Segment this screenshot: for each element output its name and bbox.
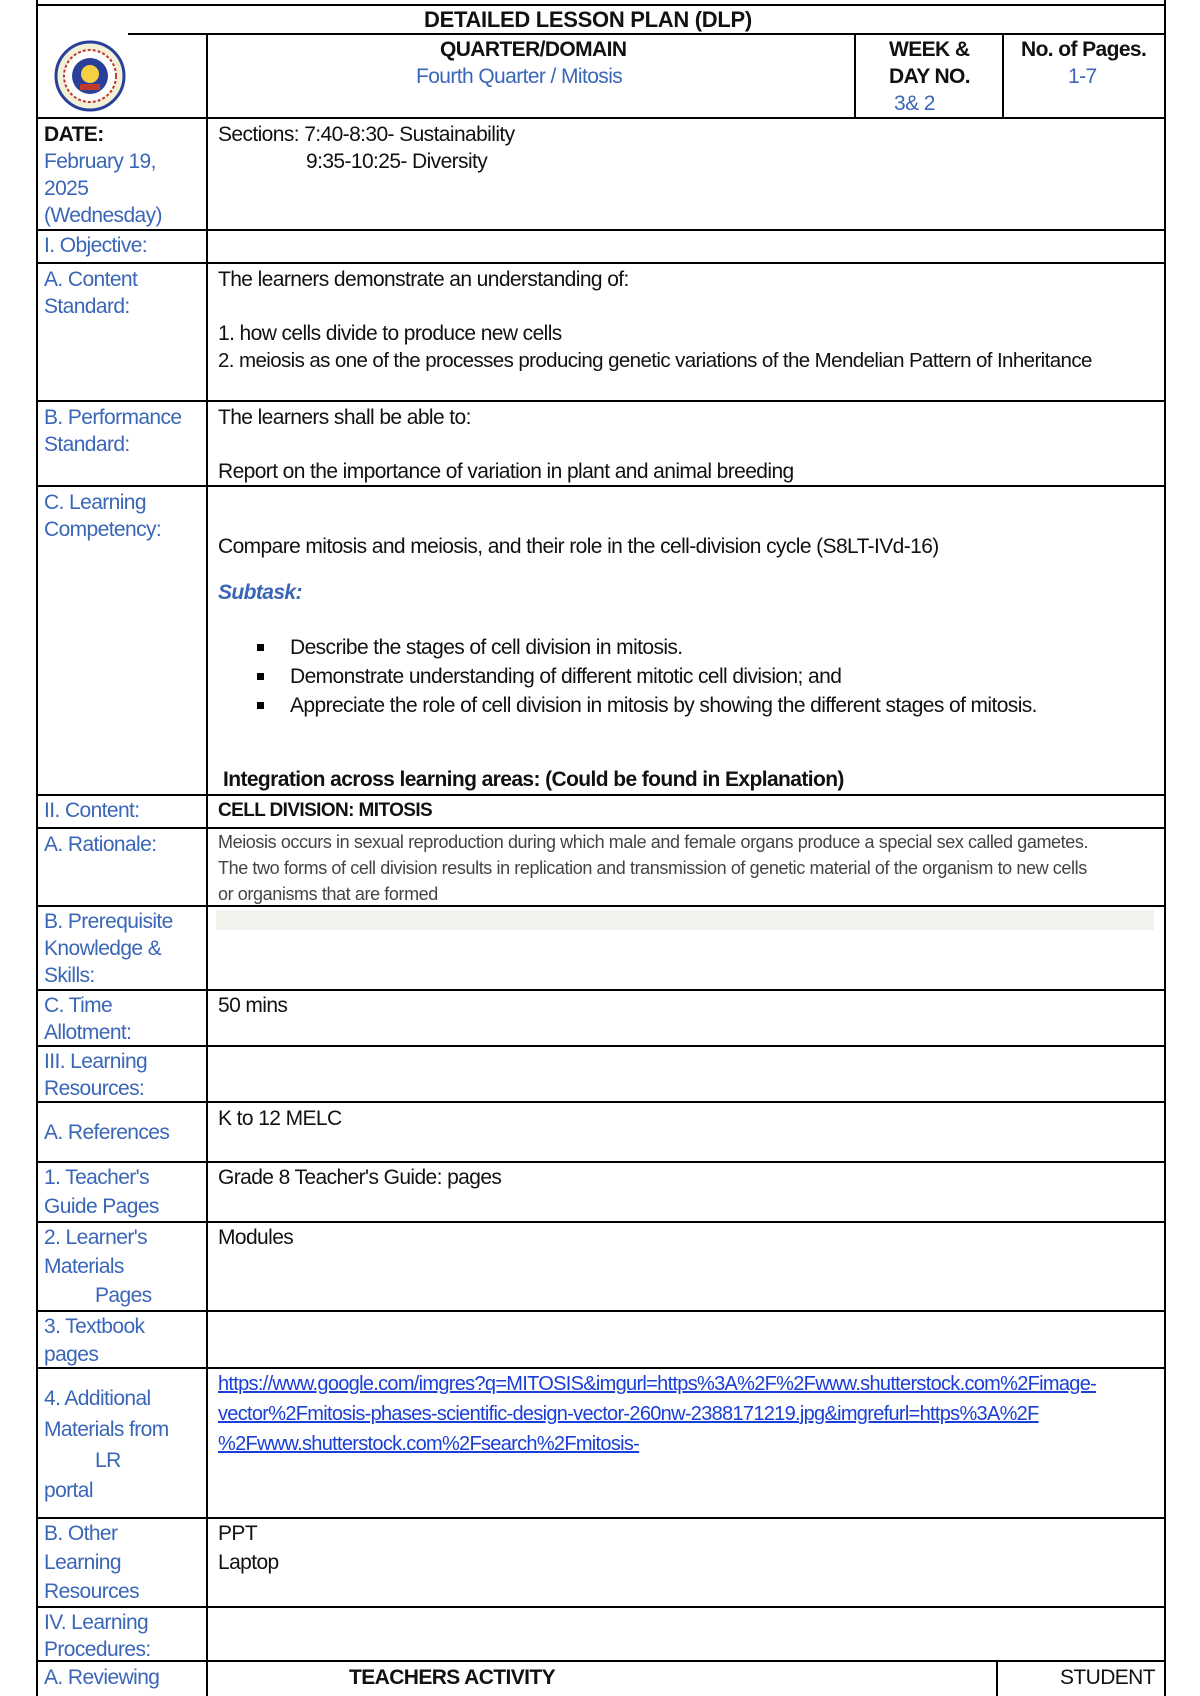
time-label-2: Allotment: bbox=[44, 1021, 132, 1044]
sections-line-1: Sections: 7:40-8:30- Sustainability bbox=[218, 123, 515, 146]
teacher-guide-label-2: Guide Pages bbox=[44, 1195, 159, 1218]
subtask-item: Appreciate the role of cell division in mitosis by showing the different stages of mitosis. bbox=[290, 694, 1037, 717]
performance-standard-label-1: B. Performance bbox=[44, 406, 182, 429]
row-sep bbox=[36, 1101, 1166, 1103]
subtask-item: Demonstrate understanding of different mitotic cell division; and bbox=[290, 665, 842, 688]
week-label-2: DAY NO. bbox=[889, 65, 970, 88]
rationale-label: A. Rationale: bbox=[44, 833, 157, 856]
label-column-divider bbox=[206, 33, 208, 1696]
teacher-guide-value: Grade 8 Teacher's Guide: pages bbox=[218, 1166, 502, 1189]
bullet-icon bbox=[257, 673, 264, 680]
other-resources-value-2: Laptop bbox=[218, 1551, 279, 1574]
sections-line-2: 9:35-10:25- Diversity bbox=[306, 150, 488, 173]
resources-label-1: III. Learning bbox=[44, 1050, 148, 1073]
content-standard-intro: The learners demonstrate an understanding of: bbox=[218, 268, 629, 291]
additional-label-2: Materials from bbox=[44, 1418, 169, 1441]
prerequisite-label-1: B. Prerequisite bbox=[44, 910, 173, 933]
date-line-2: 2025 bbox=[44, 177, 89, 200]
bullet-icon bbox=[257, 702, 264, 709]
week-label-1: WEEK & bbox=[889, 38, 970, 61]
student-header: STUDENT bbox=[1060, 1666, 1155, 1689]
learning-competency-text: Compare mitosis and meiosis, and their role in the cell-division cycle (S8LT-IVd-16) bbox=[218, 535, 939, 558]
teacher-guide-label-1: 1. Teacher's bbox=[44, 1166, 149, 1189]
row-sep bbox=[36, 485, 1166, 487]
subtask-label: Subtask: bbox=[218, 581, 302, 604]
objective-label: I. Objective: bbox=[44, 234, 148, 257]
row-sep bbox=[36, 794, 1166, 796]
performance-standard-intro: The learners shall be able to: bbox=[218, 406, 471, 429]
other-resources-label-1: B. Other bbox=[44, 1522, 118, 1545]
lesson-plan-page bbox=[36, 0, 1164, 1696]
additional-label-3: LR bbox=[95, 1449, 121, 1472]
row-sep bbox=[36, 1310, 1166, 1312]
row-sep bbox=[36, 1606, 1166, 1608]
resources-label-2: Resources: bbox=[44, 1077, 145, 1100]
reviewing-label: A. Reviewing bbox=[44, 1666, 160, 1689]
rationale-line-2: The two forms of cell division results in replication and transmission of genetic material of the organism to new cells bbox=[218, 858, 1087, 878]
other-resources-label-3: Resources bbox=[44, 1580, 139, 1603]
other-resources-label-2: Learning bbox=[44, 1551, 121, 1574]
procedures-label-1: IV. Learning bbox=[44, 1611, 149, 1634]
quarter-value: Fourth Quarter / Mitosis bbox=[416, 65, 623, 88]
row-sep bbox=[36, 400, 1166, 402]
document-title: DETAILED LESSON PLAN (DLP) bbox=[424, 7, 752, 32]
pages-label: No. of Pages. bbox=[1021, 38, 1147, 61]
learner-materials-label-1: 2. Learner's bbox=[44, 1226, 148, 1249]
week-value: 3& 2 bbox=[894, 92, 935, 115]
learner-materials-label-2: Materials bbox=[44, 1255, 124, 1278]
learner-materials-value: Modules bbox=[218, 1226, 294, 1249]
content-standard-item-2: 2. meiosis as one of the processes producing genetic variations of the Mendelian Pattern of Inheritance bbox=[218, 349, 1092, 372]
date-line-1: February 19, bbox=[44, 150, 156, 173]
references-label: A. References bbox=[44, 1121, 170, 1144]
prerequisite-label-2: Knowledge & bbox=[44, 937, 162, 960]
teacher-student-divider bbox=[996, 1660, 998, 1696]
rationale-line-3: or organisms that are formed bbox=[218, 884, 438, 904]
quarter-label: QUARTER/DOMAIN bbox=[440, 38, 627, 61]
integration-note: Integration across learning areas: (Could be found in Explanation) bbox=[223, 768, 844, 791]
pages-value: 1-7 bbox=[1068, 65, 1097, 88]
row-sep bbox=[36, 1045, 1166, 1047]
row-sep bbox=[36, 905, 1166, 907]
header-pages-divider bbox=[1002, 33, 1004, 119]
teachers-activity-header: TEACHERS ACTIVITY bbox=[349, 1666, 556, 1689]
rationale-line-1: Meiosis occurs in sexual reproduction during which male and female organs produce a special sex called gametes. bbox=[218, 832, 1089, 852]
prerequisite-shading bbox=[216, 910, 1154, 930]
learner-materials-label-3: Pages bbox=[95, 1284, 152, 1307]
content-standard-label-2: Standard: bbox=[44, 295, 130, 318]
content-standard-item-1: 1. how cells divide to produce new cells bbox=[218, 322, 562, 345]
performance-standard-label-2: Standard: bbox=[44, 433, 130, 456]
deped-seal-logo bbox=[54, 40, 126, 112]
bullet-icon bbox=[257, 644, 264, 651]
additional-link-line-1[interactable]: https://www.google.com/imgres?q=MITOSIS&imgurl=https%3A%2F%2Fwww.shutterstock.com%2Fimage- bbox=[218, 1373, 1097, 1395]
row-sep bbox=[36, 229, 1166, 231]
date-line-3: (Wednesday) bbox=[44, 204, 162, 227]
learning-competency-label-1: C. Learning bbox=[44, 491, 146, 514]
title-divider bbox=[128, 33, 1166, 35]
content-standard-label-1: A. Content bbox=[44, 268, 138, 291]
row-sep bbox=[36, 1367, 1166, 1369]
textbook-label-1: 3. Textbook bbox=[44, 1315, 145, 1338]
time-label-1: C. Time bbox=[44, 994, 113, 1017]
additional-label-4: portal bbox=[44, 1479, 93, 1502]
additional-label-1: 4. Additional bbox=[44, 1387, 151, 1410]
subtask-item: Describe the stages of cell division in mitosis. bbox=[290, 636, 683, 659]
row-sep bbox=[36, 1161, 1166, 1163]
content-label: II. Content: bbox=[44, 799, 140, 822]
additional-link-line-2[interactable]: vector%2Fmitosis-phases-scientific-design-vector-260nw-2388171219.jpg&imgrefurl=https%3A%2F bbox=[218, 1403, 1039, 1425]
references-value: K to 12 MELC bbox=[218, 1107, 342, 1130]
row-sep bbox=[36, 989, 1166, 991]
header-week-divider bbox=[854, 33, 856, 119]
date-label: DATE: bbox=[44, 123, 104, 146]
outer-left-border bbox=[36, 0, 38, 1696]
prerequisite-label-3: Skills: bbox=[44, 964, 95, 987]
outer-right-border bbox=[1164, 0, 1166, 1696]
row-sep bbox=[36, 1517, 1166, 1519]
procedures-label-2: Procedures: bbox=[44, 1638, 151, 1661]
other-resources-value-1: PPT bbox=[218, 1522, 258, 1545]
textbook-label-2: pages bbox=[44, 1343, 99, 1366]
additional-link-line-3[interactable]: %2Fwww.shutterstock.com%2Fsearch%2Fmitosis- bbox=[218, 1433, 640, 1455]
learning-competency-label-2: Competency: bbox=[44, 518, 162, 541]
performance-standard-text: Report on the importance of variation in plant and animal breeding bbox=[218, 460, 794, 483]
row-sep bbox=[36, 262, 1166, 264]
content-value: CELL DIVISION: MITOSIS bbox=[218, 800, 433, 821]
row-sep bbox=[36, 1221, 1166, 1223]
time-value: 50 mins bbox=[218, 994, 288, 1017]
